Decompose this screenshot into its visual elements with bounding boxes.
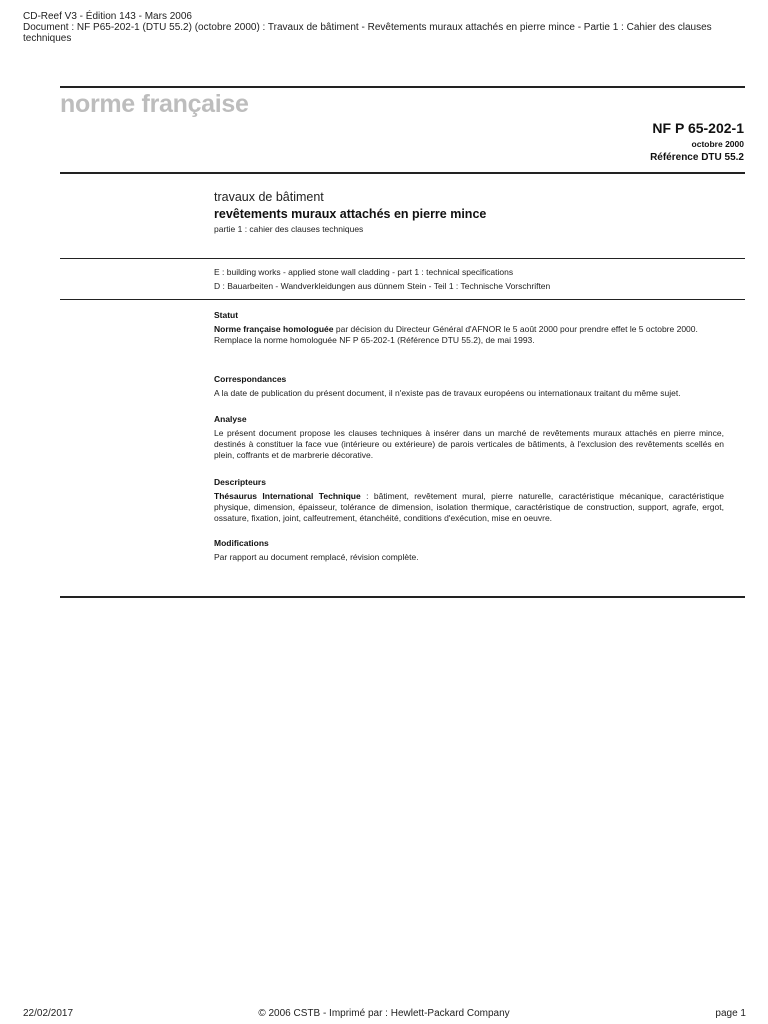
- analyse-text: Le présent document propose les clauses techniques à insérer dans un marché de revêtements muraux attachés en pierre mince, destinés à constituer la face vue (intérieure ou extérieure) de parois verticales de bâtiments, à l'exclusion des revêtements scellés en plein, coffrants et de marbrerie décorative.: [214, 428, 724, 460]
- document-header: [23, 11, 743, 44]
- footer-date: 22/02/2017: [23, 1008, 74, 1019]
- descripteurs-text: [214, 491, 724, 524]
- brand-title: norme française: [60, 90, 249, 118]
- statut-text: [214, 324, 724, 335]
- footer-copyright: © 2006 CSTB - Imprimé par : Hewlett-Packard Company: [258, 1008, 510, 1019]
- dtu-reference: Référence DTU 55.2: [650, 152, 744, 163]
- translation-de: D : Bauarbeiten - Wandverkleidungen aus dünnem Stein - Teil 1 : Technische Vorschriften: [214, 281, 551, 291]
- standard-date: octobre 2000: [691, 139, 744, 149]
- modifications-text: Par rapport au document remplacé, révision complète.: [214, 552, 419, 562]
- section-descripteurs: [214, 477, 724, 524]
- top-divider: [60, 86, 745, 88]
- statut-body: par décision du Directeur Général d'AFNOR le 5 août 2000 pour prendre effet le 5 octobre 2000.: [333, 324, 698, 334]
- standard-number: NF P 65-202-1: [652, 120, 744, 136]
- statut-replace: Remplace la norme homologuée NF P 65-202-1 (Référence DTU 55.2), de mai 1993.: [214, 335, 535, 345]
- correspondances-text: A la date de publication du présent document, il n'existe pas de travaux européens ou internationaux traitant du même sujet.: [214, 388, 681, 398]
- divider-1: [60, 172, 745, 174]
- title-category: travaux de bâtiment: [214, 190, 324, 204]
- section-analyse: [214, 414, 724, 461]
- statut-heading: Statut: [214, 310, 239, 320]
- modifications-heading: Modifications: [214, 538, 269, 548]
- title-block: [214, 190, 486, 234]
- title-main: revêtements muraux attachés en pierre mince: [214, 207, 487, 221]
- header-document-title: Document : NF P65-202-1 (DTU 55.2) (octobre 2000) : Travaux de bâtiment - Revêtements muraux attachés en pierre mince - Partie 1 : Cahier des clauses: [23, 22, 712, 33]
- bottom-divider: [60, 596, 745, 598]
- section-statut: [214, 310, 724, 346]
- section-modifications: [214, 538, 724, 563]
- correspondances-heading: Correspondances: [214, 374, 287, 384]
- section-correspondances: [214, 374, 724, 399]
- descripteurs-heading: Descripteurs: [214, 477, 266, 487]
- title-part: partie 1 : cahier des clauses techniques: [214, 224, 364, 234]
- analyse-heading: Analyse: [214, 414, 247, 424]
- header-document-title-cont: techniques: [23, 33, 72, 44]
- statut-bold: Norme française homologuée: [214, 324, 334, 334]
- header-edition: CD-Reef V3 - Édition 143 - Mars 2006: [23, 11, 192, 22]
- descripteurs-body: : bâtiment, revêtement mural, pierre naturelle, caractéristique mécanique, caractéristique physique, dimension, épaisseur, tolérance de dimension, isolation thermique, caractéristique de construction, support, agrafe, ergot, ossature, fixation, joint, calfeutrement, étanchéité, conditions d'exécution, mise en oeuvre.: [214, 491, 724, 523]
- translation-en: E : building works - applied stone wall cladding - part 1 : technical specifications: [214, 267, 514, 277]
- divider-3: [60, 299, 745, 300]
- descripteurs-bold: Thésaurus International Technique: [214, 491, 361, 501]
- footer-page: page 1: [715, 1008, 746, 1019]
- divider-2: [60, 258, 745, 259]
